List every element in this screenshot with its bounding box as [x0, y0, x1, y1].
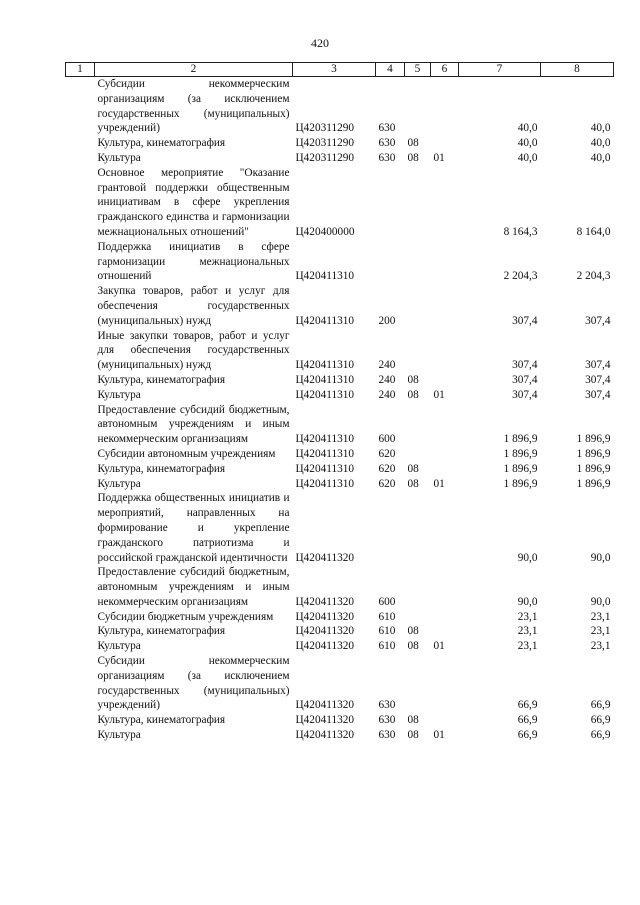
cell-vr: 630 [378, 151, 396, 164]
cell-amount-1: 40,0 [517, 122, 538, 135]
cell-code: Ц420411320 [295, 640, 355, 653]
cell-vr: 200 [378, 314, 396, 327]
table-row [66, 447, 614, 462]
cell-code: Ц420411320 [295, 551, 355, 564]
cell-amount-2: 307,4 [585, 373, 611, 386]
cell-code: Ц420400000 [295, 225, 355, 238]
header-col-1: 1 [66, 63, 95, 77]
cell-rz: 08 [407, 477, 419, 490]
cell-amount-2: 1 896,9 [576, 477, 611, 490]
cell-num [66, 477, 95, 492]
cell-num [66, 77, 95, 137]
table-row [66, 151, 614, 166]
table-row [66, 136, 614, 151]
cell-num [66, 166, 95, 240]
cell-amount-2: 1 896,9 [576, 433, 611, 446]
cell-vr: 620 [378, 447, 396, 460]
header-col-3: 3 [293, 63, 376, 77]
cell-rz [405, 565, 431, 609]
table-row [66, 388, 614, 403]
table-row [66, 728, 614, 743]
cell-amount-1: 23,1 [517, 610, 538, 623]
cell-amount-1: 40,0 [517, 137, 538, 150]
cell-amount-2: 2 204,3 [576, 270, 611, 283]
cell-pr: 01 [433, 477, 445, 490]
cell-name: Субсидии некоммерческим организациям (за исключением государственных (муниципальных) учреждений) [97, 655, 290, 712]
cell-pr: 01 [433, 640, 445, 653]
cell-vr: 630 [378, 699, 396, 712]
cell-num [66, 728, 95, 743]
cell-amount-2: 66,9 [590, 699, 611, 712]
cell-amount-1: 307,4 [512, 359, 538, 372]
cell-vr: 600 [378, 433, 396, 446]
table-row [66, 565, 614, 609]
cell-amount-1: 66,9 [517, 699, 538, 712]
cell-name: Культура [97, 640, 141, 653]
cell-pr [431, 329, 459, 373]
table-row [66, 284, 614, 328]
cell-rz [405, 610, 431, 625]
cell-pr [431, 403, 459, 447]
cell-vr [376, 166, 405, 240]
header-col-8: 8 [541, 63, 614, 77]
cell-amount-1: 40,0 [517, 151, 538, 164]
cell-num [66, 654, 95, 713]
cell-amount-1: 66,9 [517, 729, 538, 742]
cell-num [66, 373, 95, 388]
cell-code: Ц420411310 [295, 270, 355, 283]
cell-name: Культура [97, 388, 141, 401]
cell-name: Закупка товаров, работ и услуг для обеспечения государственных (муниципальных) нужд [97, 285, 290, 327]
cell-name: Культура, кинематография [97, 373, 226, 386]
cell-vr: 600 [378, 595, 396, 608]
cell-name: Субсидии некоммерческим организациям (за исключением государственных (муниципальных) учреждений) [97, 78, 290, 135]
cell-amount-1: 1 896,9 [503, 477, 538, 490]
cell-num [66, 462, 95, 477]
cell-amount-2: 66,9 [590, 729, 611, 742]
cell-amount-1: 307,4 [512, 373, 538, 386]
cell-amount-2: 40,0 [590, 137, 611, 150]
header-col-5: 5 [405, 63, 431, 77]
cell-code: Ц420411320 [295, 625, 355, 638]
header-col-2: 2 [95, 63, 293, 77]
cell-rz [405, 403, 431, 447]
cell-num [66, 624, 95, 639]
cell-name: Культура [97, 151, 141, 164]
cell-vr: 630 [378, 729, 396, 742]
cell-code: Ц420411310 [295, 477, 355, 490]
cell-num [66, 639, 95, 654]
cell-name: Предоставление субсидий бюджетным, автономным учреждениям и иным некоммерческим организациям [97, 566, 290, 608]
cell-vr: 610 [378, 610, 396, 623]
cell-name: Культура [97, 477, 141, 490]
cell-amount-2: 66,9 [590, 714, 611, 727]
cell-pr [431, 447, 459, 462]
cell-name: Культура [97, 729, 141, 742]
cell-num [66, 136, 95, 151]
header-row [66, 63, 614, 77]
table-row [66, 654, 614, 713]
cell-code: Ц420411310 [295, 447, 355, 460]
cell-amount-1: 307,4 [512, 314, 538, 327]
cell-vr: 630 [378, 137, 396, 150]
cell-rz [405, 447, 431, 462]
cell-pr: 01 [433, 388, 445, 401]
cell-rz: 08 [407, 729, 419, 742]
cell-pr [431, 284, 459, 328]
cell-amount-1: 1 896,9 [503, 447, 538, 460]
cell-rz [405, 240, 431, 284]
cell-amount-1: 1 896,9 [503, 462, 538, 475]
cell-rz: 08 [407, 640, 419, 653]
cell-rz [405, 166, 431, 240]
cell-pr [431, 462, 459, 477]
table-row [66, 462, 614, 477]
cell-name: Субсидии бюджетным учреждениям [97, 610, 274, 623]
cell-code: Ц420411320 [295, 610, 355, 623]
cell-amount-2: 40,0 [590, 122, 611, 135]
cell-num [66, 610, 95, 625]
cell-amount-1: 307,4 [512, 388, 538, 401]
cell-rz [405, 329, 431, 373]
cell-amount-1: 90,0 [517, 551, 538, 564]
table-row [66, 624, 614, 639]
cell-rz: 08 [407, 151, 419, 164]
cell-rz: 08 [407, 462, 419, 475]
cell-amount-1: 8 164,3 [503, 225, 538, 238]
cell-code: Ц420411310 [295, 373, 355, 386]
header-col-7: 7 [459, 63, 541, 77]
cell-amount-2: 307,4 [585, 359, 611, 372]
cell-num [66, 284, 95, 328]
cell-code: Ц420311290 [295, 122, 355, 135]
cell-rz [405, 654, 431, 713]
cell-vr: 630 [378, 714, 396, 727]
cell-code: Ц420411310 [295, 462, 355, 475]
cell-rz: 08 [407, 625, 419, 638]
cell-code: Ц420411310 [295, 388, 355, 401]
cell-name: Культура, кинематография [97, 462, 226, 475]
cell-code: Ц420311290 [295, 151, 355, 164]
cell-pr [431, 654, 459, 713]
table-row [66, 639, 614, 654]
cell-rz: 08 [407, 388, 419, 401]
cell-rz: 08 [407, 137, 419, 150]
table-row [66, 713, 614, 728]
cell-name: Культура, кинематография [97, 625, 226, 638]
cell-pr [431, 77, 459, 137]
cell-pr: 01 [433, 729, 445, 742]
header-col-6: 6 [431, 63, 459, 77]
cell-rz [405, 77, 431, 137]
budget-table [65, 62, 614, 743]
cell-pr [431, 136, 459, 151]
cell-name: Субсидии автономным учреждениям [97, 447, 276, 460]
cell-amount-2: 23,1 [590, 640, 611, 653]
cell-pr [431, 373, 459, 388]
cell-amount-1: 2 204,3 [503, 270, 538, 283]
cell-vr [376, 240, 405, 284]
cell-amount-2: 23,1 [590, 625, 611, 638]
cell-vr: 240 [378, 373, 396, 386]
cell-code: Ц420311290 [295, 137, 355, 150]
cell-code: Ц420411310 [295, 433, 355, 446]
table-row [66, 491, 614, 565]
table-row [66, 373, 614, 388]
table-body [66, 77, 614, 743]
table-row [66, 329, 614, 373]
cell-amount-1: 23,1 [517, 625, 538, 638]
cell-num [66, 565, 95, 609]
cell-pr [431, 240, 459, 284]
cell-amount-2: 1 896,9 [576, 462, 611, 475]
cell-name: Культура, кинематография [97, 714, 226, 727]
cell-rz: 08 [407, 373, 419, 386]
cell-amount-1: 66,9 [517, 714, 538, 727]
cell-amount-2: 90,0 [590, 551, 611, 564]
cell-amount-2: 23,1 [590, 610, 611, 623]
cell-name: Предоставление субсидий бюджетным, автономным учреждениям и иным некоммерческим организациям [97, 403, 290, 446]
cell-rz [405, 284, 431, 328]
cell-pr: 01 [433, 151, 445, 164]
cell-name: Культура, кинематография [97, 137, 226, 150]
cell-vr [376, 491, 405, 565]
cell-amount-2: 307,4 [585, 314, 611, 327]
cell-num [66, 403, 95, 447]
cell-code: Ц420411310 [295, 314, 355, 327]
table-row [66, 166, 614, 240]
cell-amount-2: 40,0 [590, 151, 611, 164]
cell-vr: 240 [378, 388, 396, 401]
cell-num [66, 240, 95, 284]
cell-vr: 610 [378, 625, 396, 638]
cell-vr: 620 [378, 477, 396, 490]
cell-name: Иные закупки товаров, работ и услуг для обеспечения государственных (муниципальных) нужд [97, 329, 290, 372]
cell-code: Ц420411320 [295, 595, 355, 608]
table-row [66, 77, 614, 137]
header-col-4: 4 [376, 63, 405, 77]
cell-pr [431, 491, 459, 565]
cell-pr [431, 624, 459, 639]
cell-name: Основное мероприятие "Оказание грантовой поддержки общественным инициативам в сфере укрепления гражданского единства и гармонизации межнациональных отношений" [97, 166, 290, 238]
cell-amount-2: 8 164,0 [576, 225, 611, 238]
cell-code: Ц420411320 [295, 729, 355, 742]
cell-name: Поддержка инициатив в сфере гармонизации межнациональных отношений [97, 240, 290, 283]
cell-pr [431, 565, 459, 609]
cell-amount-1: 1 896,9 [503, 433, 538, 446]
cell-num [66, 447, 95, 462]
cell-num [66, 151, 95, 166]
cell-vr: 620 [378, 462, 396, 475]
table-row [66, 403, 614, 447]
cell-vr: 610 [378, 640, 396, 653]
page-number: 420 [311, 36, 329, 50]
cell-amount-1: 90,0 [517, 595, 538, 608]
cell-name: Поддержка общественных инициатив и мероприятий, направленных на формирование и укрепление гражданского патриотизма и российской гражданской идентичности [97, 492, 290, 564]
cell-num [66, 491, 95, 565]
cell-pr [431, 713, 459, 728]
table-row [66, 610, 614, 625]
cell-amount-1: 23,1 [517, 640, 538, 653]
cell-pr [431, 166, 459, 240]
table-row [66, 240, 614, 284]
cell-vr: 240 [378, 359, 396, 372]
cell-amount-2: 1 896,9 [576, 447, 611, 460]
cell-amount-2: 307,4 [585, 388, 611, 401]
cell-pr [431, 610, 459, 625]
cell-vr: 630 [378, 122, 396, 135]
cell-rz [405, 491, 431, 565]
table-row [66, 477, 614, 492]
cell-code: Ц420411320 [295, 699, 355, 712]
cell-num [66, 329, 95, 373]
cell-code: Ц420411320 [295, 714, 355, 727]
cell-num [66, 388, 95, 403]
cell-code: Ц420411310 [295, 359, 355, 372]
cell-num [66, 713, 95, 728]
cell-rz: 08 [407, 714, 419, 727]
cell-amount-2: 90,0 [590, 595, 611, 608]
